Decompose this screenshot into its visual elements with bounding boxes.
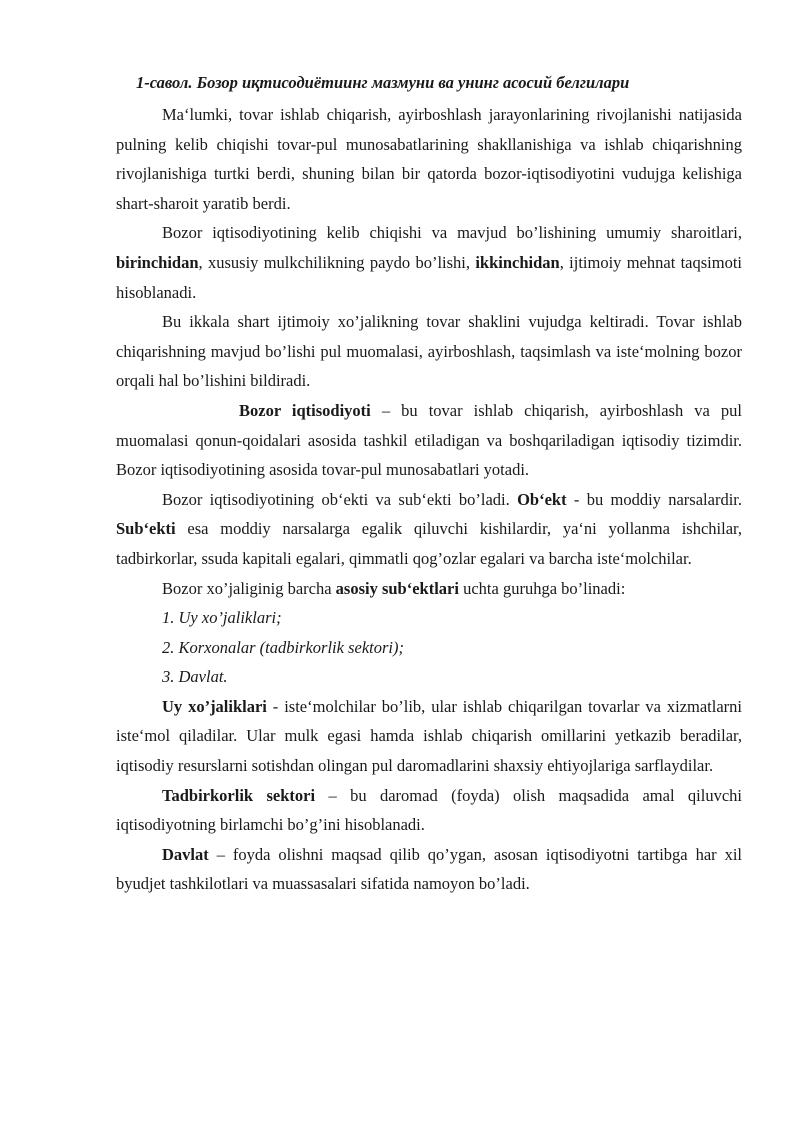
- bold-term-uy-xojaliklari: Uy xo’jaliklari: [162, 696, 267, 716]
- section-heading: 1-савол. Бозор иқтисодиётиинг мазмуни ва унинг асосий белгилари: [136, 73, 630, 92]
- paragraph-main-subjects: [116, 574, 742, 604]
- text-span: , xususiy mulkchilikning paydo bo’lishi,: [198, 252, 476, 272]
- text-span: Bozor xo’jaliginig barcha: [162, 578, 336, 598]
- document-body: [116, 70, 742, 899]
- list-item: 1. Uy xo’jaliklari;: [162, 608, 282, 628]
- text-span: , ijtimoiy mehnat taqsimoti hisoblanadi.: [116, 252, 742, 302]
- paragraph-conditions: [116, 218, 742, 307]
- list-item: 3. Davlat.: [162, 667, 228, 687]
- text-span: – foyda olishni maqsad qilib qo’ygan, asosan iqtisodiyotni tartibga har xil byudjet tashkilotlari va muassasalari sifatida namoyon bo’ladi.: [116, 844, 742, 894]
- bold-term-bozor-iqtisodiyoti: Bozor iqtisodiyoti: [239, 400, 371, 420]
- bold-term-subekti: Sub‘ekti: [116, 519, 176, 539]
- bold-term-ikkinchidan: ikkinchidan: [475, 252, 560, 272]
- paragraph-object-subject: [116, 485, 742, 574]
- text-span: - bu moddiy narsalardir.: [566, 489, 742, 509]
- text-span: - iste‘molchilar bo’lib, ular ishlab chiqarilgan tovarlar va xizmatlarni iste‘mol qiladilar. Ular mulk egasi hamda ishlab chiqarish omillarini yetkazib beradilar, iqtisodiy resurslarni sotishdan olingan pul daromadlarini shaxsiy ehtiyojlariga sarflaydilar.: [116, 696, 743, 776]
- paragraph-business-sector: [116, 781, 742, 840]
- text-span: Bozor iqtisodiyotining ob‘ekti va sub‘ekti bo’ladi.: [162, 489, 518, 509]
- paragraph-state: [116, 840, 742, 899]
- bold-term-asosiy-subektlari: asosiy sub‘ektlari: [335, 578, 459, 598]
- bold-term-birinchidan: birinchidan: [116, 252, 199, 272]
- paragraph-households: [116, 692, 742, 781]
- list-item: 2. Korxonalar (tadbirkorlik sektori);: [162, 637, 404, 657]
- text-span: – bu daromad (foyda) olish maqsadida amal qiluvchi iqtisodiyotning birlamchi bo’g’ini hisoblanadi.: [116, 785, 742, 835]
- paragraph-intro: Ma‘lumki, tovar ishlab chiqarish, ayirboshlash jarayonlarining rivojlanishi natijasida pulning kelib chiqishi tovar-pul munosabatlarining shakllanishiga va ishlab chiqarishning rivojlanishiga turtki berdi, shuning bilan bir qatorda bozor-iqtisodiyotini vudujga kelishiga shart-sharoit yaratib berdi.: [116, 105, 742, 213]
- bold-term-obekt: Ob‘ekt: [517, 489, 567, 509]
- text-span: – bu tovar ishlab chiqarish, ayirboshlash va pul muomalasi qonun-qoidalari asosida tashkil etiladigan va boshqariladigan iqtisodiy tizimdir. Bozor iqtisodiyotining asosida tovar-pul munosabatlari yotadi.: [116, 400, 742, 480]
- text-span: Bozor iqtisodiyotining kelib chiqishi va mavjud bo’lishining umumiy sharoitlari,: [162, 223, 742, 243]
- bold-term-tadbirkorlik-sektori: Tadbirkorlik sektori: [162, 785, 316, 805]
- bold-term-davlat: Davlat: [162, 844, 209, 864]
- paragraph-commodity-form: Bu ikkala shart ijtimoiy xo’jalikning tovar shaklini vujudga keltiradi. Tovar ishlab chiqarishning mavjud bo’lishi pul muomalasi, ayirboshlash, taqsimlash va iste‘molning bozor orqali hal bo’lishini bildiradi.: [116, 312, 742, 391]
- paragraph-definition: [116, 396, 742, 485]
- text-span: esa moddiy narsalarga egalik qiluvchi kishilardir, ya‘ni yollanma ishchilar, tadbirkorlar, ssuda kapitali egalari, qimmatli qog’ozlar egalari va barcha iste‘molchilar.: [116, 519, 742, 568]
- text-span: uchta guruhga bo’linadi:: [458, 578, 626, 598]
